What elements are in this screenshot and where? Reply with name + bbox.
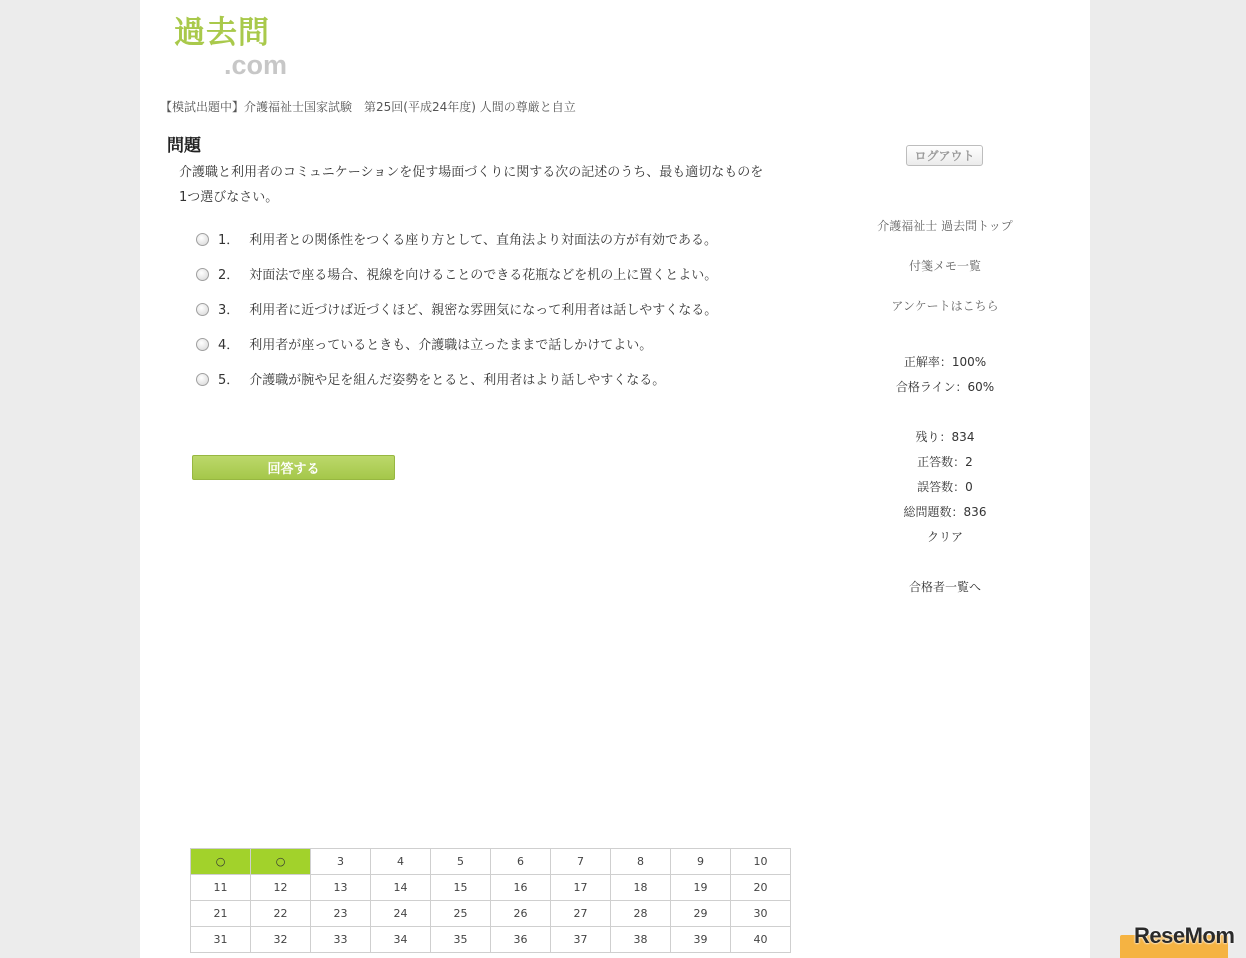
exam-title: 【模試出題中】介護福祉士国家試験 第25回(平成24年度) 人間の尊厳と自立 — [160, 100, 576, 114]
radio-button[interactable] — [196, 338, 209, 351]
sidebar-link-survey[interactable]: アンケートはこちら — [891, 299, 999, 313]
radio-button[interactable] — [196, 303, 209, 316]
grid-row — [191, 849, 791, 875]
grid-row — [191, 875, 791, 901]
choice-4[interactable] — [196, 334, 717, 369]
question-cell[interactable]: 12 — [251, 875, 311, 901]
choice-label: 利用者に近づけば近づくほど、親密な雰囲気になって利用者は話しやすくなる。 — [249, 303, 718, 318]
question-cell[interactable]: 40 — [731, 927, 791, 953]
question-cell[interactable]: 15 — [431, 875, 491, 901]
pass-line: 合格ライン：60% — [895, 380, 995, 394]
passers-list-link[interactable]: 合格者一覧へ — [908, 580, 981, 594]
logo-main-text: 過去問 — [174, 15, 270, 51]
main-page — [140, 0, 1090, 958]
question-cell[interactable]: 11 — [191, 875, 251, 901]
question-cell[interactable]: 9 — [671, 849, 731, 875]
choice-list — [196, 229, 717, 404]
logout-button[interactable]: ログアウト — [906, 145, 983, 166]
question-cell[interactable]: 37 — [551, 927, 611, 953]
radio-button[interactable] — [196, 268, 209, 281]
question-cell[interactable]: 7 — [551, 849, 611, 875]
clear-link[interactable]: クリア — [926, 530, 963, 544]
correct-count: 正答数：2 — [917, 455, 973, 469]
question-cell[interactable]: 4 — [371, 849, 431, 875]
question-cell[interactable]: 39 — [671, 927, 731, 953]
question-cell[interactable]: 33 — [311, 927, 371, 953]
question-cell[interactable]: 5 — [431, 849, 491, 875]
choice-label: 利用者が座っているときも、介護職は立ったままで話しかけてよい。 — [249, 338, 653, 353]
question-cell[interactable]: 18 — [611, 875, 671, 901]
total-count: 総問題数：836 — [903, 505, 987, 519]
sidebar-link-top[interactable]: 介護福祉士 過去問トップ — [877, 219, 1013, 233]
choice-number: 1． — [218, 233, 240, 248]
question-cell[interactable]: 36 — [491, 927, 551, 953]
question-cell[interactable]: 21 — [191, 901, 251, 927]
choice-5[interactable] — [196, 369, 717, 404]
question-cell[interactable]: 23 — [311, 901, 371, 927]
choice-number: 2． — [218, 268, 240, 283]
remaining-count: 残り：834 — [915, 430, 975, 444]
question-cell[interactable]: 6 — [491, 849, 551, 875]
question-cell[interactable]: 34 — [371, 927, 431, 953]
watermark-text: ReseMom — [1134, 923, 1235, 948]
question-cell[interactable]: 8 — [611, 849, 671, 875]
choice-number: 4． — [218, 338, 240, 353]
question-cell[interactable]: ○ — [191, 849, 251, 875]
question-cell[interactable]: 19 — [671, 875, 731, 901]
question-cell[interactable]: ○ — [251, 849, 311, 875]
question-cell[interactable]: 14 — [371, 875, 431, 901]
accuracy-rate: 正解率：100% — [903, 355, 987, 369]
radio-button[interactable] — [196, 233, 209, 246]
grid-row — [191, 927, 791, 953]
wrong-count: 誤答数：0 — [917, 480, 973, 494]
question-cell[interactable]: 38 — [611, 927, 671, 953]
choice-label: 対面法で座る場合、視線を向けることのできる花瓶などを机の上に置くとよい。 — [249, 268, 718, 283]
question-heading: 問題 — [167, 136, 201, 156]
question-cell[interactable]: 26 — [491, 901, 551, 927]
sidebar-link-memo-list[interactable]: 付箋メモ一覧 — [908, 259, 981, 273]
choice-number: 3． — [218, 303, 240, 318]
submit-answer-button[interactable]: 回答する — [192, 455, 395, 480]
choice-3[interactable] — [196, 299, 717, 334]
question-cell[interactable]: 32 — [251, 927, 311, 953]
question-cell[interactable]: 17 — [551, 875, 611, 901]
question-cell[interactable]: 25 — [431, 901, 491, 927]
question-cell[interactable]: 22 — [251, 901, 311, 927]
question-cell[interactable]: 27 — [551, 901, 611, 927]
choice-label: 介護職が腕や足を組んだ姿勢をとると、利用者はより話しやすくなる。 — [249, 373, 666, 388]
question-cell[interactable]: 24 — [371, 901, 431, 927]
logo-sub-text: .com — [224, 50, 288, 80]
question-cell[interactable]: 29 — [671, 901, 731, 927]
question-grid — [190, 848, 791, 953]
question-cell[interactable]: 28 — [611, 901, 671, 927]
question-cell[interactable]: 35 — [431, 927, 491, 953]
choice-1[interactable] — [196, 229, 717, 264]
site-logo[interactable] — [174, 14, 314, 78]
resemom-watermark — [1120, 923, 1235, 958]
question-cell[interactable]: 16 — [491, 875, 551, 901]
choice-label: 利用者との関係性をつくる座り方として、直角法より対面法の方が有効である。 — [249, 233, 718, 248]
choice-number: 5． — [218, 373, 240, 388]
grid-row — [191, 901, 791, 927]
choice-2[interactable] — [196, 264, 717, 299]
question-cell[interactable]: 30 — [731, 901, 791, 927]
question-cell[interactable]: 20 — [731, 875, 791, 901]
question-cell[interactable]: 10 — [731, 849, 791, 875]
radio-button[interactable] — [196, 373, 209, 386]
question-text: 介護職と利用者のコミュニケーションを促す場面づくりに関する次の記述のうち、最も適切なものを1つ選びなさい。 — [179, 165, 764, 205]
question-cell[interactable]: 31 — [191, 927, 251, 953]
question-cell[interactable]: 3 — [311, 849, 371, 875]
question-cell[interactable]: 13 — [311, 875, 371, 901]
